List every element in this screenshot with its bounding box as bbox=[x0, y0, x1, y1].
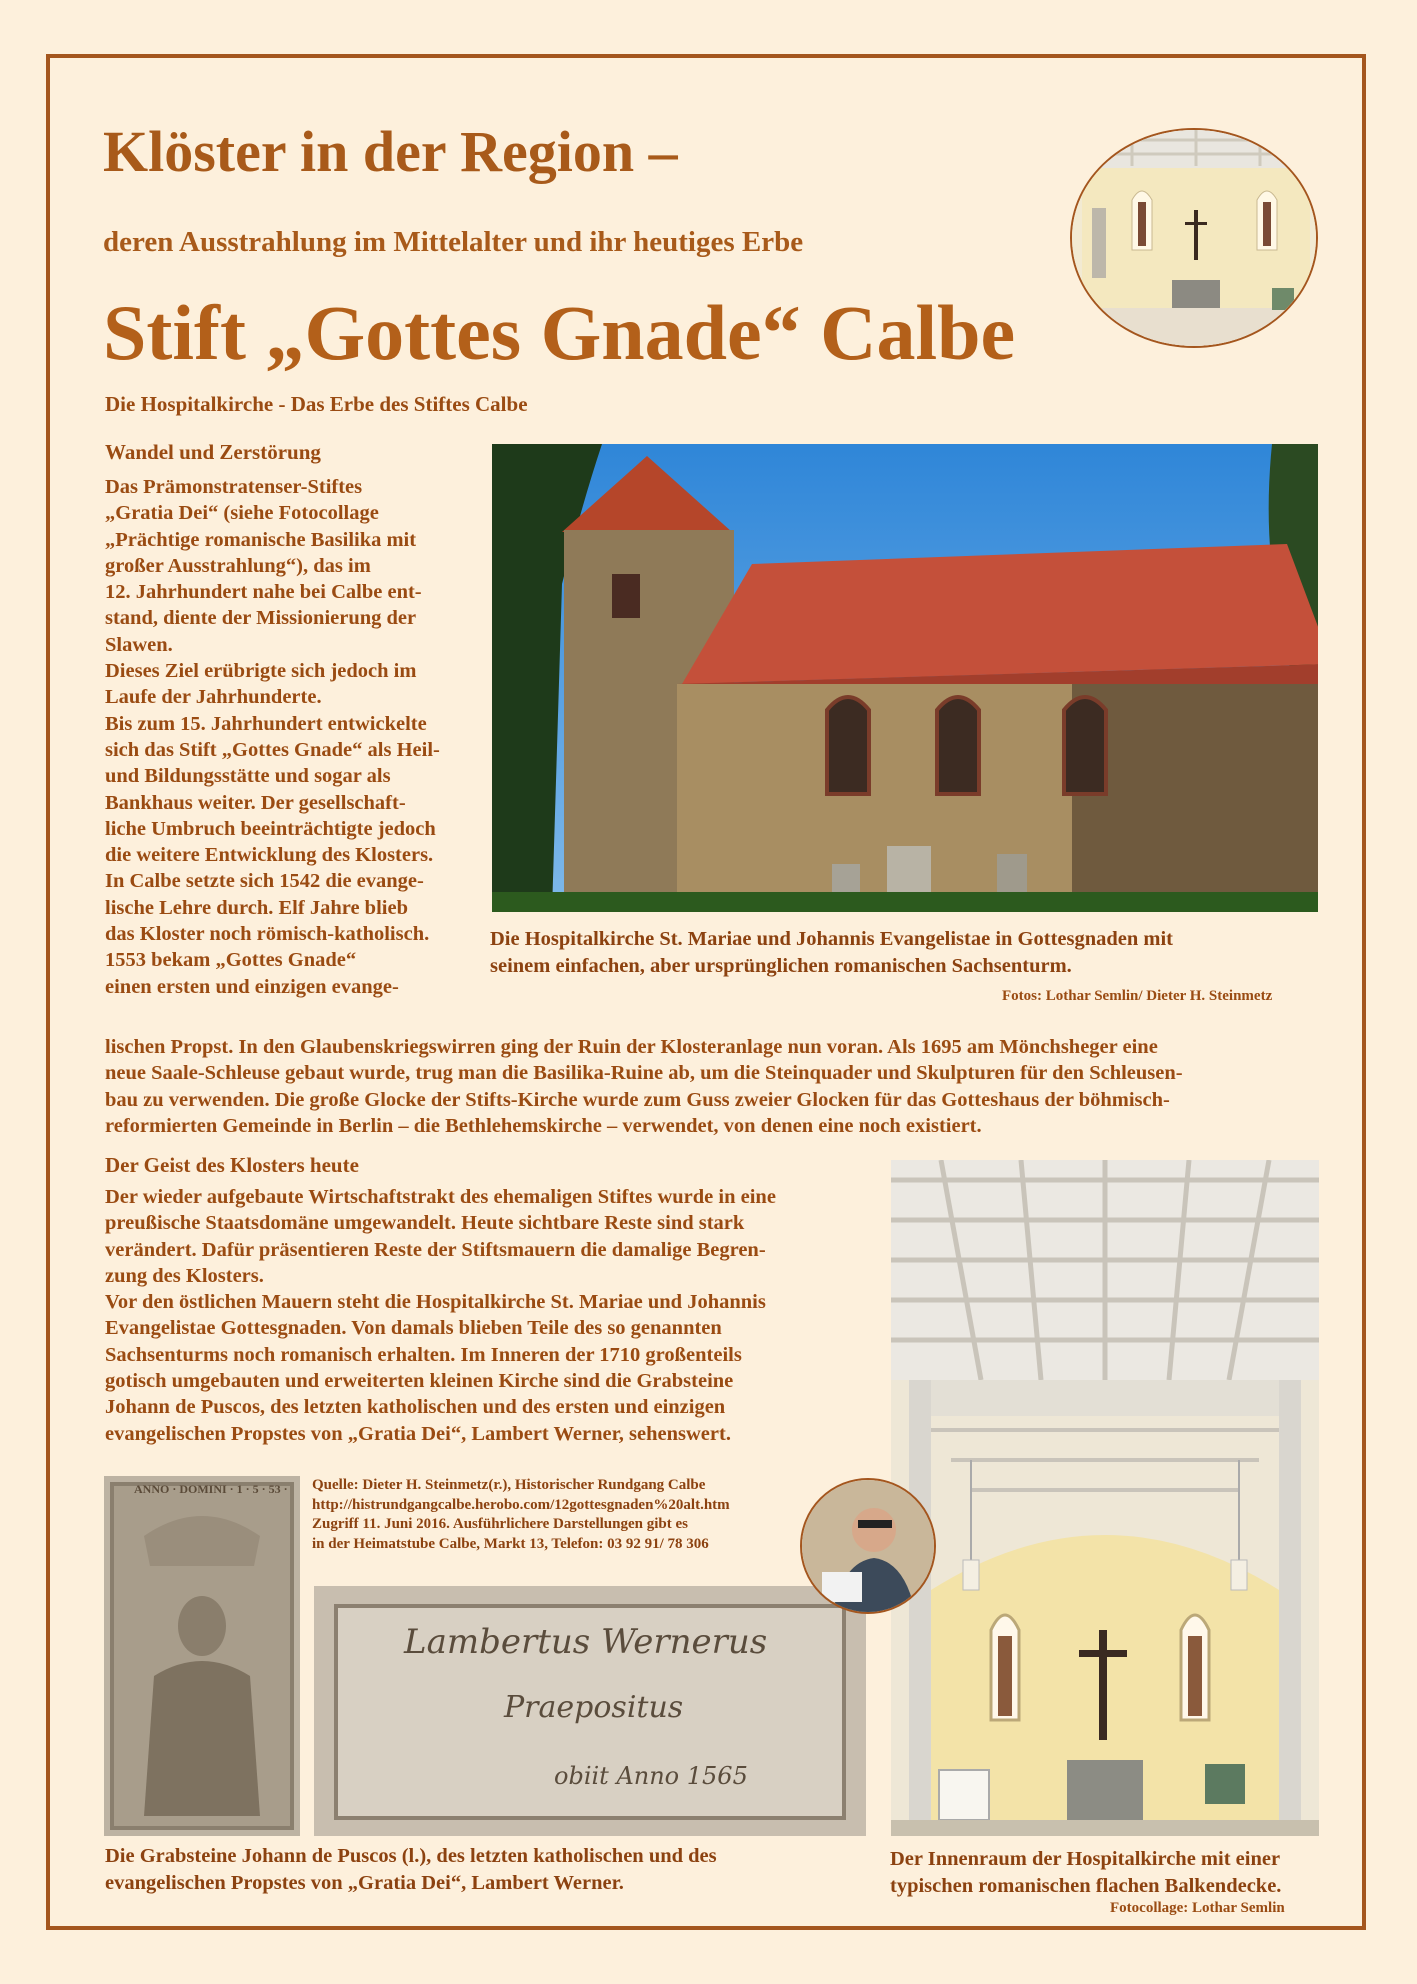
page-subtitle: deren Ausstrahlung im Mittelalter und ihr heutiges Erbe bbox=[103, 226, 804, 258]
church-interior-photo bbox=[891, 1160, 1319, 1836]
church-photo-caption: Die Hospitalkirche St. Mariae und Johannis Evangelistae in Gottesgnaden mit seinem einfachen, aber ursprünglichen romanischen Sachsenturm. bbox=[490, 928, 1174, 977]
section2-heading: Der Geist des Klosters heute bbox=[105, 1153, 359, 1177]
section-heading: Die Hospitalkirche - Das Erbe des Stiftes Calbe bbox=[105, 392, 528, 416]
interior-circle-photo bbox=[1070, 128, 1318, 348]
main-title: Stift „Gottes Gnade“ Calbe bbox=[103, 289, 1016, 376]
interior-caption: Der Innenraum der Hospitalkirche mit einer typischen romanischen flachen Balkendecke. bbox=[890, 1848, 1282, 1897]
section1-column-text: Das Prämonstratenser-Stiftes „Gratia Dei“ (siehe Fotocollage „Prächtige romanische Basilika mit großer Ausstrahlung“), das im 12. Jahrhundert nahe bei Calbe ent- stand, diente der Missionierung der Slawen. Dieses Ziel erübrigte sich jedoch im Laufe der Jahrhunderte. Bis zum 15. Jahrhundert entwickelte sich das Stift „Gottes Gnade“ als Heil- und Bildungsstätte und sogar als Bankhaus weiter. Der gesellschaft- liche Umbruch beeinträchtigte jedoch die weitere Entwicklung des Klosters. In Calbe setzte sich 1542 die evange- lische Lehre durch. Elf Jahre blieb das Kloster noch römisch-katholisch. 1553 bekam „Gottes Gnade“ einen ersten und einzigen evange- bbox=[105, 476, 440, 998]
gravestone-werner-date: obiit Anno 1565 bbox=[554, 1762, 748, 1790]
source-note: Quelle: Dieter H. Steinmetz(r.), Historischer Rundgang Calbe http://histrundgangcalbe.herobo.com/12gottesgnaden%20alt.htm Zugriff 11. Juni 2016. Ausführlichere Darstellungen gibt es in der Heimatstube Calbe, Markt 13, Telefon: 03 92 91/ 78 306 bbox=[312, 1477, 730, 1552]
gravestone-werner-photo bbox=[314, 1586, 866, 1836]
section1-full-text: lischen Propst. In den Glaubenskriegswirren ging der Ruin der Klosteranlage nun voran. Als 1695 am Mönchsheger eine neue Saale-Schleuse gebaut wurde, trug man die Basilika-Ruine ab, um die Steinquader und Skulpturen für den Schleusen- bau zu verwenden. Die große Glocke der Stifts-Kirche wurde zum Guss zweier Glocken für das Gotteshaus der böhmisch- reformierten Gemeinde in Berlin – die Bethlehemskirche – verwendet, von denen eine noch existiert. bbox=[105, 1036, 1183, 1137]
gravestone-puscos-photo bbox=[104, 1476, 300, 1836]
page-title: Klöster in der Region – bbox=[103, 119, 678, 184]
author-portrait-photo bbox=[800, 1478, 936, 1614]
gravestone-puscos-inscription: ANNO · DOMINI · 1 · 5 · 53 · bbox=[134, 1482, 288, 1496]
collage-credit: Fotocollage: Lothar Semlin bbox=[1110, 1900, 1285, 1916]
section1-heading: Wandel und Zerstörung bbox=[105, 440, 321, 464]
church-photo-credit: Fotos: Lothar Semlin/ Dieter H. Steinmetz bbox=[1002, 988, 1273, 1004]
church-exterior-photo bbox=[492, 444, 1318, 912]
gravestone-werner-title: Praepositus bbox=[504, 1690, 684, 1725]
section2-text: Der wieder aufgebaute Wirtschaftstrakt des ehemaligen Stiftes wurde in eine preußische Staatsdomäne umgewandelt. Heute sichtbare Reste sind stark verändert. Dafür präsentieren Reste der Stiftsmauern die damalige Begren- zung des Klosters. Vor den östlichen Mauern steht die Hospitalkirche St. Mariae und Johannis Evangelistae Gottesgnaden. Von damals blieben Teile des so genannten Sachsenturms noch romanisch erhalten. Im Inneren der 1710 großenteils gotisch umgebauten und erweiterten kleinen Kirche sind die Grabsteine Johann de Puscos, des letzten katholischen und des ersten und einzigen evangelischen Propstes von „Gratia Dei“, Lambert Werner, sehenswert. bbox=[105, 1186, 776, 1445]
gravestone-werner-name: Lambertus Wernerus bbox=[404, 1622, 768, 1662]
gravestones-caption: Die Grabsteine Johann de Puscos (l.), des letzten katholischen und des evangelischen Propstes von „Gratia Dei“, Lambert Werner. bbox=[105, 1845, 717, 1894]
